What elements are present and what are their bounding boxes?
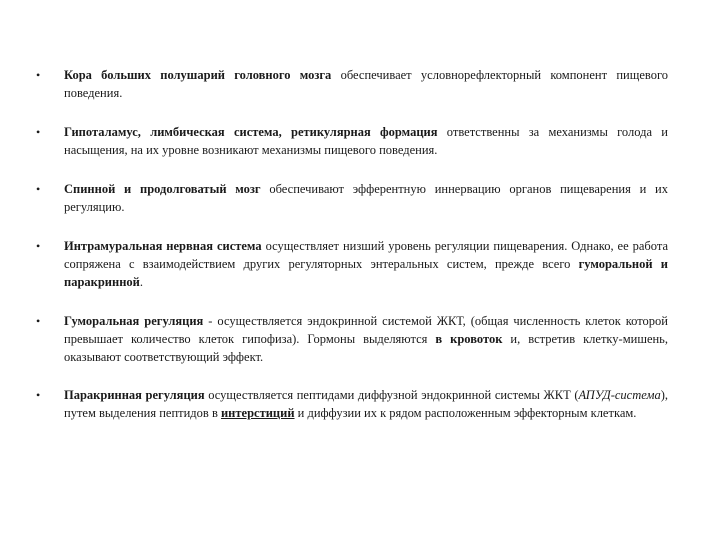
italic-term: АПУД-система [578,388,661,402]
list-item-text [64,386,668,422]
text-run: обеспечивает условнорефлекторный компонент пищевого поведения. [64,68,669,100]
bullet-icon: • [36,68,41,82]
bold-term: Интрамуральная нервная система [64,239,262,253]
list-item-text [64,237,668,291]
bullet-icon: • [36,182,41,196]
bold-term: Паракринная регуляция [64,388,205,402]
bold-term: Гуморальная регуляция [64,314,204,328]
bold-term: в кровоток [435,332,503,346]
bullet-icon: • [36,314,41,328]
bullet-icon: • [36,388,41,402]
list-item-text [64,123,668,159]
bold-underlined-term: интерстиций [220,406,295,420]
bold-term: Гипоталамус, лимбическая система, ретикулярная формация [64,125,438,139]
list-item-text [64,312,668,366]
text-run: и диффузии их к рядом расположенным эффекторным клеткам. [294,406,637,420]
list-item-text [64,66,668,102]
text-run: ), путем выделения пептидов в [64,388,668,420]
bold-term: гуморальной и паракринной [64,257,668,289]
text-run: осуществляет низший уровень регуляции пищеварения. Однако, ее работа сопряжена с взаимодействием других регуляторных энтеральных систем, прежде всего [64,239,669,271]
bullet-icon: • [36,125,41,139]
bold-term: Кора больших полушарий головного мозга [64,68,332,82]
text-run: обеспечивают эфферентную иннервацию органов пищеварения и их регуляцию. [64,182,668,214]
text-run: - осуществляется эндокринной системой ЖКТ, (общая численность клеток которой превышает количество клеток гипофиза). Гормоны выделяются [64,314,669,346]
text-run: и, встретив клетку-мишень, оказывают соответствующий эффект. [64,332,669,364]
text-run: осуществляется пептидами диффузной эндокринной системы ЖКТ ( [204,388,579,402]
text-run: . [139,275,143,289]
bold-term: Спинной и продолговатый мозг [64,182,261,196]
bullet-icon: • [36,239,41,253]
list-item-text [64,180,668,216]
text-run: ответственны за механизмы голода и насыщения, на их уровне возникают механизмы пищевого поведения. [64,125,668,157]
